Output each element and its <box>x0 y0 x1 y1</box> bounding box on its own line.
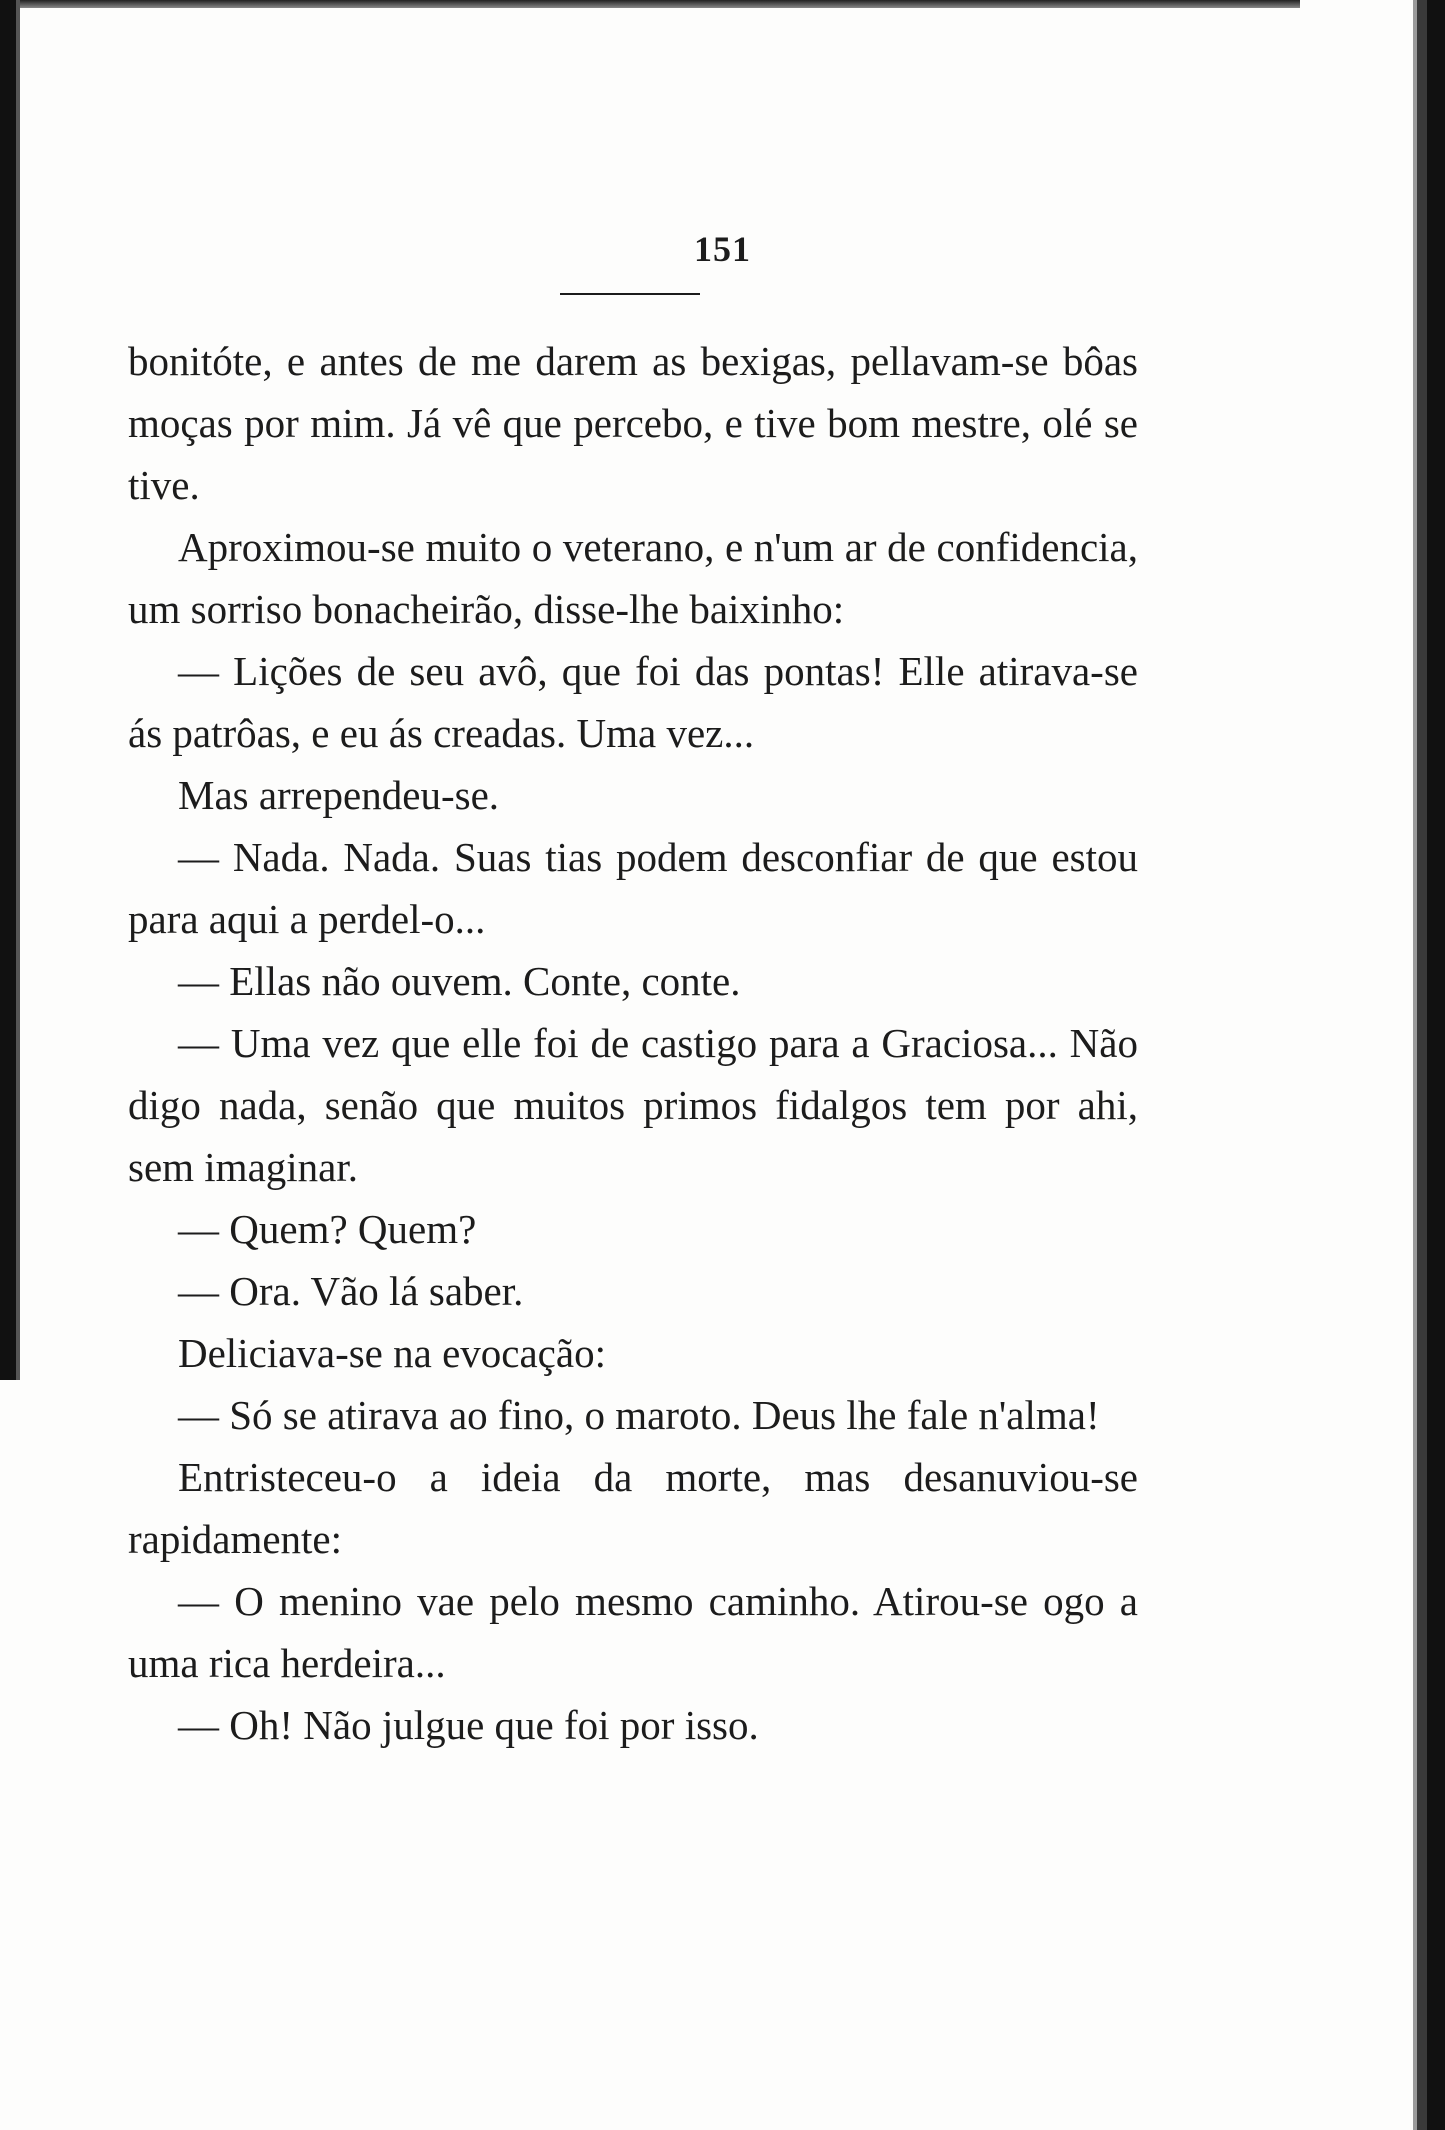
dialogue-line: — Quem? Quem? <box>178 1206 477 1252</box>
paragraph: Deliciava-se na evocação: <box>178 1330 606 1376</box>
dialogue-line: — Lições de seu avô, que foi das pontas! Elle atirava-se ás patrôas, e eu ás creadas. Uma vez... <box>128 648 1138 756</box>
paragraph: Aproximou-se muito o veterano, e n'um ar de confidencia, um sorriso bonacheirão, disse-lhe baixinho: <box>128 524 1138 632</box>
scan-edge-left-shadow <box>16 0 20 1380</box>
scan-edge-top <box>0 0 1300 8</box>
dialogue-line: — Ellas não ouvem. Conte, conte. <box>178 958 741 1004</box>
dialogue-line: — Nada. Nada. Suas tias podem desconfiar de que estou para aqui a perdel-o... <box>128 834 1138 942</box>
paragraph: bonitóte, e antes de me darem as bexigas, pellavam-se bôas moças por mim. Já vê que percebo, e tive bom mestre, olé se tive. <box>128 338 1138 508</box>
page-number <box>0 228 1445 270</box>
dialogue-line: — Ora. Vão lá saber. <box>178 1268 524 1314</box>
dialogue-line: — Só se atirava ao fino, o maroto. Deus lhe fale n'alma! <box>178 1392 1100 1438</box>
scan-edge-right-shadow <box>1417 0 1427 2130</box>
header-rule <box>560 293 700 295</box>
dialogue-line: — Uma vez que elle foi de castigo para a Graciosa... Não digo nada, senão que muitos primos fidalgos tem por ahi, sem imaginar. <box>128 1020 1138 1190</box>
dialogue-line: — O menino vae pelo mesmo caminho. Atirou-se ogo a uma rica herdeira... <box>128 1578 1138 1686</box>
paragraph: Entristeceu-o a ideia da morte, mas desanuviou-se rapidamente: <box>128 1454 1138 1562</box>
body-text <box>128 330 1138 1756</box>
page-number-text: 151 <box>694 229 751 269</box>
paragraph: Mas arrependeu-se. <box>178 772 500 818</box>
dialogue-line: — Oh! Não julgue que foi por isso. <box>178 1702 759 1748</box>
scan-edge-left <box>0 0 16 1380</box>
scan-edge-right <box>1427 0 1445 2130</box>
